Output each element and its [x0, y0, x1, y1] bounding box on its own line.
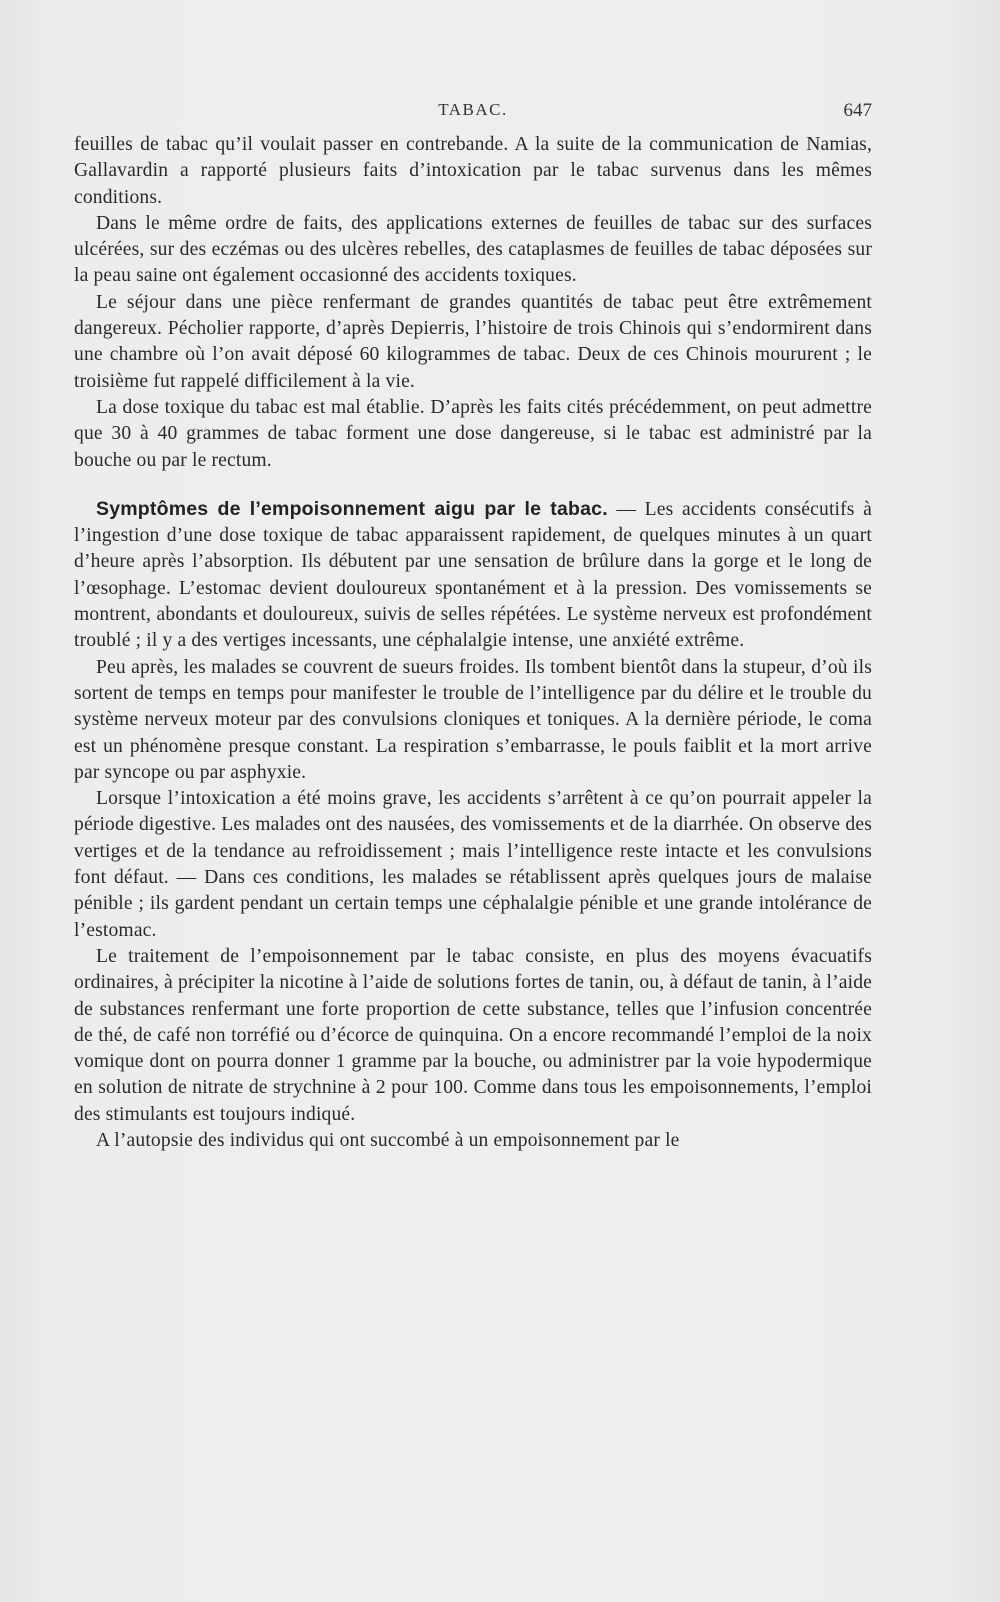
paragraph: A l’autopsie des individus qui ont succombé à un empoisonnement par le: [96, 1129, 680, 1151]
page-number: 647: [843, 100, 872, 121]
paragraph: La dose toxique du tabac est mal établie. D’après les faits cités précédemment, on peut admettre que 30 à 40 grammes de tabac forment une dose dangereuse, si le tabac est administré par la bouche ou par le rectum.: [74, 396, 872, 471]
section-intro-text: — Les accidents consécutifs à l’ingestion d’une dose toxique de tabac apparaissent rapidement, de quelques minutes à un quart d’heure après l’absorption. Ils débutent par une sensation de brûlure dans la gorge et le long de l’œsophage. L’estomac devient douloureux spontanément et à la pression. Des vomissements se montrent, abondants et douloureux, suivis de selles répétées. Le système nerveux est profondément troublé ; il y a des vertiges incessants, une céphalalgie intense, une anxiété extrême.: [74, 498, 872, 652]
paragraph: Dans le même ordre de faits, des applications externes de feuilles de tabac sur des surfaces ulcérées, sur des eczémas ou des ulcères rebelles, des cataplasmes de feuilles de tabac déposées sur la peau saine ont également occasionné des accidents toxiques.: [74, 212, 872, 287]
page-body: [74, 132, 872, 1154]
section-heading: Symptômes de l’empoisonnement aigu par le tabac.: [96, 497, 608, 520]
running-head: TABAC.: [438, 100, 508, 119]
paragraph: Le séjour dans une pièce renfermant de grandes quantités de tabac peut être extrêmement dangereux. Pécholier rapporte, d’après Depierris, l’histoire de trois Chinois qui s’endormirent dans une chambre où l’on avait déposé 60 kilogrammes de tabac. Deux de ces Chinois moururent ; le troisième fut rappelé difficilement à la vie.: [74, 291, 872, 392]
paragraph: Le traitement de l’empoisonnement par le tabac consiste, en plus des moyens évacuatifs ordinaires, à précipiter la nicotine à l’aide de solutions fortes de tanin, ou, à défaut de tanin, à l’aide de substances renfermant une forte proportion de cette substance, telles que l’infusion concentrée de thé, de café non torréfié ou d’écorce de quinquina. On a encore recommandé l’emploi de la noix vomique dont on pourra donner 1 gramme par la bouche, ou administrer par la voie hypodermique en solution de nitrate de strychnine à 2 pour 100. Comme dans tous les empoisonnements, l’emploi des stimulants est toujours indiqué.: [74, 945, 872, 1125]
section-paragraph: [74, 496, 872, 655]
page-header: [74, 100, 872, 126]
paragraph: Lorsque l’intoxication a été moins grave, les accidents s’arrêtent à ce qu’on pourrait appeler la période digestive. Les malades ont des nausées, des vomissements et de la diarrhée. On observe des vertiges et de la tendance au refroidissement ; mais l’intelligence reste intacte et les convulsions font défaut. — Dans ces conditions, les malades se rétablissent après quelques jours de malaise pénible ; ils gardent pendant un certain temps une céphalalgie pénible et une grande intolérance de l’estomac.: [74, 788, 872, 941]
paragraph: feuilles de tabac qu’il voulait passer en contrebande. A la suite de la communication de Namias, Gallavardin a rapporté plusieurs faits d’intoxication par le tabac survenus dans les mêmes conditions.: [74, 134, 872, 208]
paragraph: Peu après, les malades se couvrent de sueurs froides. Ils tombent bientôt dans la stupeur, d’où ils sortent de temps en temps pour manifester le trouble de l’intelligence par du délire et le trouble du système nerveux moteur par des convulsions cloniques et toniques. A la dernière période, le coma est un phénomène presque constant. La respiration s’embarrasse, le pouls faiblit et la mort arrive par syncope ou par asphyxie.: [74, 656, 872, 783]
